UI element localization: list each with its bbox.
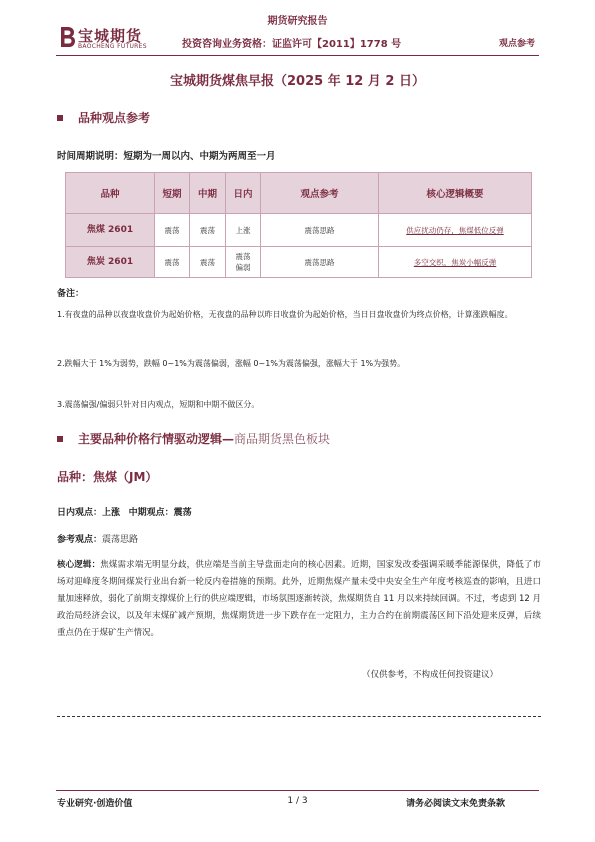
disclaimer: （仅供参考，不构成任何投资建议）	[362, 670, 499, 680]
table-header: 日内	[226, 173, 261, 214]
dashed-divider	[57, 716, 541, 717]
table-header-row	[66, 173, 532, 214]
variety-name: 焦煤 2601	[66, 214, 155, 247]
ref-line	[57, 532, 138, 545]
logic-label: 核心逻辑：	[57, 560, 101, 570]
section-marker-icon	[57, 115, 63, 121]
table-cell: 震荡偏弱	[226, 247, 261, 278]
table-cell: 震荡	[155, 214, 190, 247]
logo-text-en: BAOCHENG FUTURES	[78, 43, 147, 50]
page-title: 宝城期货煤焦早报（2025 年 12 月 2 日）	[170, 74, 425, 89]
table-header: 短期	[155, 173, 190, 214]
view-table	[65, 172, 532, 278]
qualification-text: 投资咨询业务资格：证监许可【2011】1778 号	[182, 39, 402, 50]
table-cell: 震荡思路	[261, 247, 379, 278]
ref-label: 参考观点：	[57, 535, 103, 545]
table-cell: 震荡思路	[261, 214, 379, 247]
table-cell: 上涨	[226, 214, 261, 247]
core-logic-link[interactable]: 供应扰动仍存，焦煤低位反弹	[379, 214, 532, 247]
variety-heading: 品种：焦煤（JM）	[57, 470, 158, 484]
page-number: 1 / 3	[287, 796, 308, 806]
core-logic-paragraph	[57, 557, 541, 642]
table-header: 观点参考	[261, 173, 379, 214]
core-logic-link[interactable]: 多空交织，焦炭小幅反弹	[379, 247, 532, 278]
table-cell: 震荡	[190, 214, 226, 247]
table-cell: 震荡	[190, 247, 226, 278]
logo-text-cn: 宝城期货	[78, 27, 143, 45]
logic-text: 焦煤需求端无明显分歧，供应端是当前主导盘面走向的核心因素。近期，国家发改委强调采暖季能源保供，降低了市场对迎峰度冬期间煤炭行业出台新一轮反内卷措施的预期。此外，近期焦煤产量未受中央安全生产年度考核巡查的影响，且进口量加速释放，弱化了前期支撑煤价上行的供应端逻辑，市场氛围逐渐转淡，焦煤期货自 11 月以来持续回调。不过，考虑到 12 月政治局经济会议，以及年末煤矿减产预期，焦煤期货进一步下跌存在一定阻力，主力合约在前期震荡区间下沿处迎来反弹，后续重点仍在于煤矿生产情况。	[57, 560, 541, 638]
mid-label: 中期观点：	[128, 508, 174, 518]
section2-subtitle: 商品期货黑色板块	[234, 432, 331, 446]
note-item: 2.跌幅大于 1%为弱势，跌幅 0~1%为震荡偏弱，涨幅 0~1%为震荡偏强，涨幅大于 1%为强势。	[57, 359, 406, 368]
intraday-label: 日内观点：	[57, 508, 103, 518]
note-item: 3.震荡偏强/偏弱只针对日内观点，短期和中期不做区分。	[57, 400, 260, 409]
section-marker-icon	[57, 436, 63, 442]
footer-disclaimer-link[interactable]: 请务必阅读文末免责条款	[406, 799, 506, 809]
ref-value: 震荡思路	[102, 535, 139, 545]
notes-label: 备注：	[57, 289, 85, 299]
section2-title	[78, 430, 330, 447]
variety-name: 焦炭 2601	[66, 247, 155, 278]
period-note: 时间周期说明：短期为一周以内、中期为两周至一月	[57, 151, 276, 162]
section2-title-main: 主要品种价格行情驱动逻辑—	[78, 432, 235, 446]
table-row	[66, 247, 532, 278]
table-row	[66, 214, 532, 247]
views-line	[57, 505, 192, 518]
table-header: 中期	[190, 173, 226, 214]
header-divider	[56, 55, 539, 56]
mid-value: 震荡	[173, 508, 192, 518]
table-header: 品种	[66, 173, 155, 214]
footer-divider	[56, 790, 539, 791]
section1-title: 品种观点参考	[78, 111, 151, 125]
baocheng-logo-icon	[58, 26, 76, 48]
table-header: 核心逻辑概要	[379, 173, 532, 214]
footer-slogan: 专业研究·创造价值	[57, 799, 133, 809]
note-item: 1.有夜盘的品种以夜盘收盘价为起始价格，无夜盘的品种以昨日收盘价为起始价格，当日日盘收盘价为终点价格，计算涨跌幅度。	[57, 310, 513, 319]
report-type: 期货研究报告	[267, 16, 328, 27]
header-tag: 观点参考	[499, 39, 536, 49]
table-cell: 震荡	[155, 247, 190, 278]
intraday-value: 上涨	[102, 508, 121, 518]
